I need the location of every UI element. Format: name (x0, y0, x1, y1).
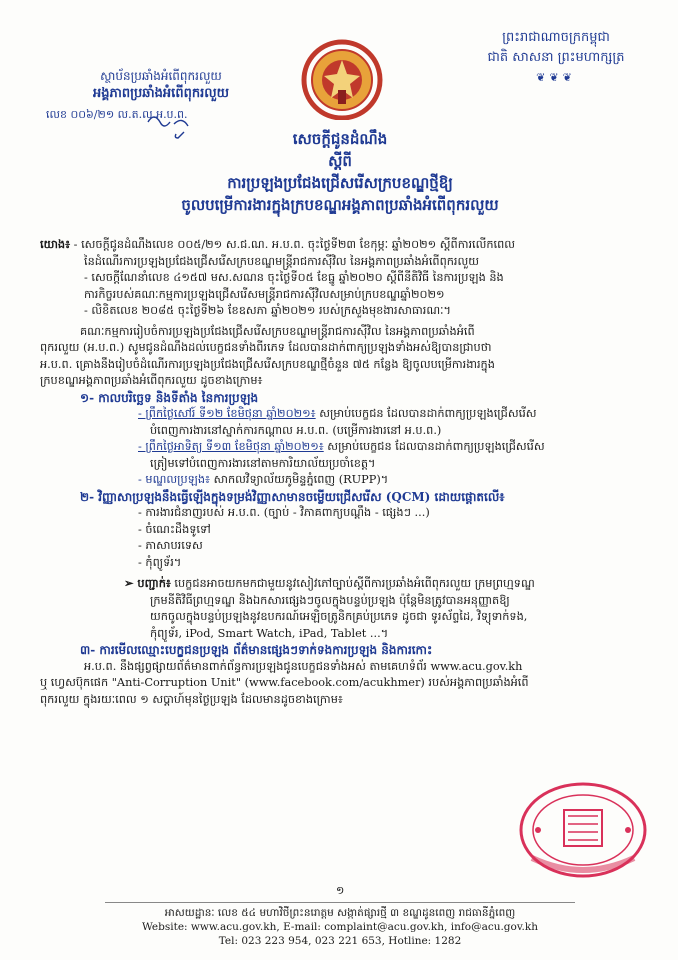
section-1-text-a: សម្រាប់បេក្ខជន ដែលបានដាក់ពាក្យប្រឡងជ្រើសរើស (315, 407, 537, 420)
exam-center-label: - មណ្ឌលប្រឡង៖ (138, 473, 211, 486)
title-line-2: ស្ដីពី (328, 152, 352, 170)
kingdom-name: ព្រះរាជាណាចក្រកម្ពុជា (502, 30, 610, 45)
section-3-line-1: អ.ប.ព. នឹងផ្សព្វផ្សាយព័ត៌មានពាក់ព័ន្ធការប្រឡងជូនបេក្ខជនទាំងអស់ តាមគេហទំព័រ www.acu.gov.kh (84, 659, 523, 673)
reference-2: - សេចក្ដីណែនាំលេខ ៤១៥៧ មស.សណន ចុះថ្ងៃទី០៥ ខែធ្នូ ឆ្នាំ២០២០ ស្ដីពីនីតិវិធី នៃការប្រឡង និង (84, 271, 504, 284)
section-2-item-a: - ការងារជំនាញរបស់ អ.ប.ព. (ច្បាប់ - វិភាគពាក្យបណ្ដឹង - ផ្សេងៗ ...) (138, 506, 430, 519)
section-1-heading: ១- កាលបរិច្ឆេទ និងទីតាំង នៃការប្រឡង (80, 390, 259, 405)
section-1-date-a: - ព្រឹកថ្ងៃសៅរ៍ ទី១២ ខែមិថុនា ឆ្នាំ២០២១៖ (138, 407, 316, 420)
section-2-item-d: - កុំព្យូទ័រ។ (138, 555, 182, 569)
kingdom-motto: ជាតិ សាសនា ព្រះមហាក្សត្រ (487, 50, 625, 65)
issuer-unit: អង្គភាពប្រឆាំងអំពើពុករលួយ (93, 86, 229, 101)
note-line-4: កុំព្យូទ័រ, iPod, Smart Watch, iPad, Tablet ...។ (150, 626, 389, 640)
section-1-date-b: - ព្រឹកថ្ងៃអាទិត្យ ទី១៣ ខែមិថុនា ឆ្នាំ២០២១៖ (138, 440, 324, 453)
reference-number: លេខ ០០៦/២១ ល.ត.ល.អ.ប.ព. (46, 108, 188, 121)
section-3-heading: ៣- ការមើលឈ្មោះបេក្ខជនប្រឡង ព័ត៌មានផ្សេងៗទាក់ទងការប្រឡង និងការកោះ (80, 643, 433, 657)
page-number: ១ (336, 884, 345, 897)
official-seal-stamp-icon (518, 780, 648, 880)
title-line-3: ការប្រឡងប្រជែងជ្រើសរើសក្របខណ្ឌថ្មីឱ្យ (227, 174, 453, 192)
section-2-item-c: - ភាសាបរទេស (138, 539, 203, 552)
section-3-line-2: ឬ ហ្វេសប៊ុកផេក "Anti-Corruption Unit" (www.facebook.com/acukhmer) របស់អង្គភាពប្រឆាំងអំពើ (40, 676, 529, 689)
section-2-item-b: - ចំណេះដឹងទូទៅ (138, 522, 211, 536)
section-1-text-b: សម្រាប់បេក្ខជន ដែលបានដាក់ពាក្យប្រឡងជ្រើសរើស (323, 440, 545, 453)
note-line-1 (40, 575, 640, 593)
section-1-item-c (40, 472, 640, 489)
document-body (40, 236, 640, 708)
section-3-line-3: ពុករលួយ ក្នុងរយៈពេល ១ សប្ដាហ៍មុនថ្ងៃប្រឡង ដែលមានដូចខាងក្រោម៖ (40, 692, 343, 706)
footer-divider (105, 902, 575, 903)
note-label: ➢ បញ្ជាក់៖ (124, 576, 171, 590)
document-title (110, 128, 570, 216)
footer (60, 902, 620, 948)
note-line-2: ក្រមនីតិវិធីព្រហ្មទណ្ឌ និងឯកសារផ្សេងៗចូលក្នុងបន្ទប់ប្រឡង ប៉ុន្តែមិនត្រូវបានអនុញ្ញាតឱ្យ (150, 593, 510, 607)
reference-intro: យោង៖ (40, 237, 71, 251)
footer-phone: Tel: 023 223 954, 023 221 653, Hotline: 1282 (218, 935, 462, 947)
kingdom-header (466, 28, 646, 88)
note-line-3: យកចូលក្នុងបន្ទប់ប្រឡងនូវឧបករណ៍អេឡិចត្រូនិកគ្រប់ប្រភេទ ដូចជា ទូរស័ព្ទដៃ, វិទ្យុទាក់ទង, (150, 610, 528, 623)
section-1-item-b (40, 439, 640, 456)
note-text-1: បេក្ខជនអាចយកមកជាមួយនូវសៀវភៅច្បាប់ស្ដីពីការប្រឆាំងអំពើពុករលួយ ក្រមព្រហ្មទណ្ឌ (170, 577, 535, 590)
paragraph-1: គណៈកម្មការរៀបចំការប្រឡងប្រជែងជ្រើសរើសក្របខណ្ឌមន្ត្រីរាជការស៊ីវិល នៃអង្គភាពប្រឆាំងអំពើ (80, 324, 475, 338)
section-2-heading: ២- វិញ្ញាសាប្រឡងនឹងធ្វើឡើងក្នុងទម្រង់វិញ្ញាសាមានចម្លើយជ្រើសរើស (QCM) ដោយផ្ដោតលើ៖ (80, 489, 505, 504)
footer-address: អាសយដ្ឋានៈ លេខ ៥៤ មហាវិថីព្រះនរោត្តម សង្កាត់ផ្សារថ្មី ៣ ខណ្ឌដូនពេញ រាជធានីភ្នំពេញ (164, 907, 516, 919)
paragraph-1d: ក្របខណ្ឌអង្គភាពប្រឆាំងអំពើពុករលួយ ដូចខាងក្រោម៖ (40, 374, 263, 387)
section-1-item-a-cont: បំពេញការងារនៅស្នាក់ការកណ្ដាល អ.ប.ព. (បម្រើការងារនៅ អ.ប.ព.) (150, 423, 442, 437)
paragraph-1c: អ.ប.ព. គ្រោងនឹងរៀបចំដំណើរការប្រឡងប្រជែងជ្រើសរើសក្របខណ្ឌថ្មីចំនួន ៧៥ កន្លែង ឱ្យចូលបម្រើការងារក្នុង (40, 357, 495, 371)
footer-web-email: Website: www.acu.gov.kh, E-mail: complaint@acu.gov.kh, info@acu.gov.kh (141, 921, 538, 933)
paragraph-1b: ពុករលួយ (អ.ប.ព.) សូមជូនដំណឹងដល់បេក្ខជនទាំងពីរភេទ ដែលបានដាក់ពាក្យប្រឡងទាំងអស់ឱ្យបានជ្រាបថា (40, 341, 492, 354)
title-line-4: ចូលបម្រើការងារក្នុងក្របខណ្ឌអង្គភាពប្រឆាំងអំពើពុករលួយ (181, 196, 499, 214)
section-1-item-b-cont: ត្រៀមទៅបំពេញការងារនៅតាមការិយាល័យប្រចាំខេត្ត។ (150, 456, 376, 470)
reference-line (40, 236, 640, 254)
ornament-divider: ❦❦❦ (536, 71, 576, 84)
reference-1-cont: នៃដំណើរការប្រឡងប្រជែងជ្រើសរើសក្របខណ្ឌមន្ត្រីរាជការស៊ីវិល នៃអង្គភាពប្រឆាំងអំពើពុករលួយ (84, 254, 480, 268)
reference-1: - សេចក្ដីជូនដំណឹងលេខ ០០៥/២១ ស.ជ.ណ. អ.ប.ព. ចុះថ្ងៃទី២៣ ខែកុម្ភៈ ឆ្នាំ២០២១ ស្ដីពីការលើកពេល (73, 238, 516, 251)
reference-3: - លិខិតលេខ ២០៨៥ ចុះថ្ងៃទី២៦ ខែឧសភា ឆ្នាំ២០២១ របស់ក្រសួងមុខងារសាធារណៈ។ (84, 304, 451, 317)
exam-center-value: សាកលវិទ្យាល័យភូមិន្ទភ្នំពេញ (RUPP)។ (210, 473, 389, 486)
title-line-1: សេចក្ដីជូនដំណឹង (292, 130, 388, 148)
issuer-institution: ស្ថាប័នប្រឆាំងអំពើពុករលួយ (100, 69, 222, 83)
acu-emblem-icon (300, 38, 384, 120)
section-1-item-a (40, 406, 640, 423)
reference-2-cont: ការកិច្ចរបស់គណៈកម្មការប្រឡងជ្រើសរើសមន្ត្រីរាជការស៊ីវិលសម្រាប់ក្របខណ្ឌឆ្នាំ២០២១ (84, 287, 445, 301)
